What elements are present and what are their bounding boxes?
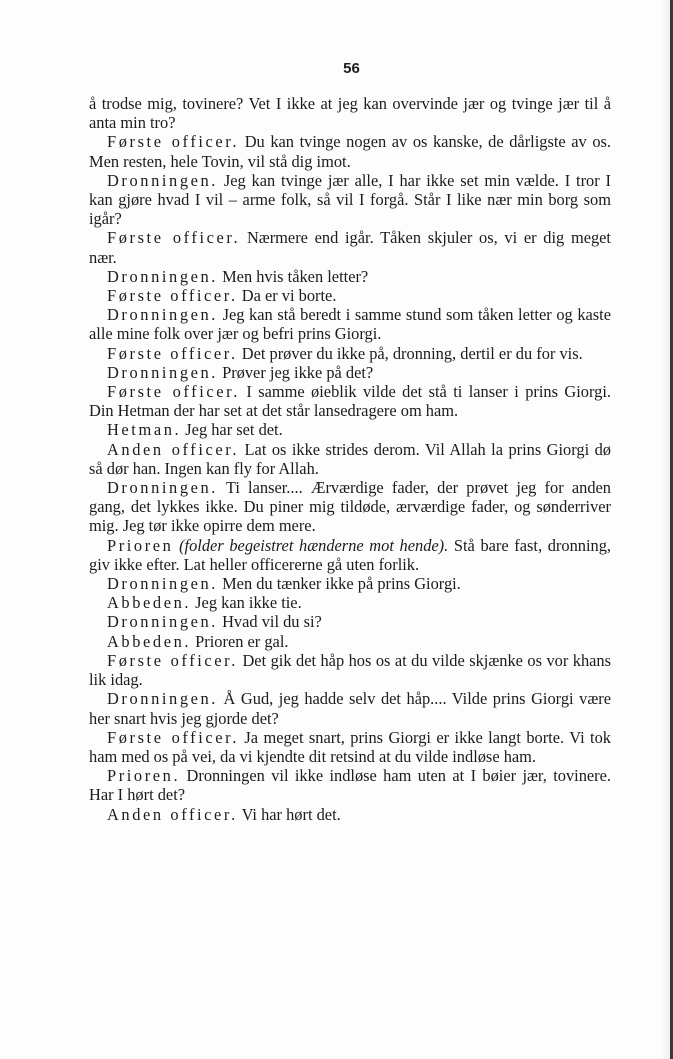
speaker-name: Første officer.	[107, 650, 239, 670]
speaker-name: Dronningen.	[107, 362, 218, 382]
speaker-name: Dronningen.	[107, 266, 218, 286]
speaker-name: Abbeden.	[107, 631, 192, 651]
paragraph	[89, 651, 611, 689]
dialogue-text: Jeg kan tvinge jær alle, I har ikke set min vælde. I tror I kan gjøre hvad I vil – arme folk, så vil I forgå. Står I like nær min borg som igår?	[89, 170, 611, 229]
dialogue-text: Ja meget snart, prins Giorgi er ikke langt borte. Vi tok ham med os på vei, da vi kjendte dit retsind at du vilde indløse ham.	[89, 727, 611, 766]
dialogue-text: Jeg kan ikke tie.	[191, 593, 302, 613]
paragraph	[89, 689, 611, 727]
speaker-name: Første officer.	[107, 343, 238, 363]
paragraph	[89, 805, 611, 824]
paragraph	[89, 612, 611, 631]
dialogue-text: Prioren er gal.	[191, 631, 289, 651]
paragraph	[89, 228, 611, 266]
dialogue-text: Jeg kan stå beredt i samme stund som tåken letter og kaste alle mine folk over jær og befri prins Giorgi.	[89, 305, 611, 344]
dialogue-text: Dronningen vil ikke indløse ham uten at I bøier jær, tovinere. Har I hørt det?	[89, 766, 611, 805]
dialogue-text: Jeg har set det.	[181, 420, 283, 440]
paragraph	[89, 440, 611, 478]
dialogue-text: Du kan tvinge nogen av os kanske, de dårligste av os. Men resten, hele Tovin, vil stå dig imot.	[89, 132, 611, 171]
paragraph	[89, 478, 611, 536]
paragraph	[89, 728, 611, 766]
dialogue-text: I samme øieblik vilde det stå ti lanser i prins Giorgi. Din Hetman der har set at det står lansedragere om ham.	[89, 382, 611, 421]
stage-direction: (folder begeistret hænderne mot hende).	[173, 535, 449, 555]
speaker-name: Første officer.	[107, 727, 239, 747]
paragraph	[89, 132, 611, 170]
dialogue-text: å trodse mig, tovinere? Vet I ikke at jeg kan overvinde jær og tvinge jær til å anta min tro?	[89, 94, 611, 133]
paragraph	[89, 420, 611, 439]
paragraph	[89, 305, 611, 343]
paragraph	[89, 94, 611, 132]
paragraph	[89, 382, 611, 420]
speaker-name: Anden officer.	[107, 804, 238, 824]
speaker-name: Abbeden.	[107, 593, 192, 613]
paragraph	[89, 267, 611, 286]
speaker-name: Første officer.	[107, 132, 240, 152]
speaker-name: Prioren.	[107, 766, 181, 786]
paragraph	[89, 363, 611, 382]
dialogue-text: Det prøver du ikke på, dronning, dertil er du for vis.	[237, 343, 583, 363]
speaker-name: Dronningen.	[107, 689, 218, 709]
page-edge-shadow	[660, 0, 670, 1059]
dialogue-text: Prøver jeg ikke på det?	[218, 362, 374, 382]
speaker-name: Prioren	[107, 535, 174, 555]
paragraph	[89, 593, 611, 612]
paragraph	[89, 574, 611, 593]
page-text	[89, 94, 611, 824]
dialogue-text: Men hvis tåken letter?	[218, 266, 369, 286]
dialogue-text: Da er vi borte.	[237, 286, 337, 306]
paragraph	[89, 171, 611, 229]
speaker-name: Første officer.	[107, 286, 238, 306]
paragraph	[89, 632, 611, 651]
speaker-name: Første officer.	[107, 382, 240, 402]
speaker-name: Dronningen.	[107, 612, 218, 632]
paragraph	[89, 536, 611, 574]
dialogue-text: Nærmere end igår. Tåken skjuler os, vi er dig meget nær.	[89, 228, 611, 267]
speaker-name: Dronningen.	[107, 305, 218, 325]
dialogue-text: Det gik det håp hos os at du vilde skjænke os vor khans lik idag.	[89, 650, 611, 690]
dialogue-text: Hvad vil du si?	[218, 612, 322, 632]
speaker-name: Anden officer.	[107, 439, 240, 459]
dialogue-text: Lat os ikke strides derom. Vil Allah la prins Giorgi dø så dør han. Ingen kan fly for Allah.	[89, 439, 611, 478]
paragraph	[89, 766, 611, 804]
page-number: 56	[343, 60, 360, 77]
speaker-name: Første officer.	[107, 228, 241, 248]
dialogue-text: Å Gud, jeg hadde selv det håp.... Vilde prins Giorgi være her snart hvis jeg gjorde det?	[89, 689, 611, 728]
paragraph	[89, 286, 611, 305]
speaker-name: Hetman.	[107, 420, 182, 440]
dialogue-text: Men du tænker ikke på prins Giorgi.	[218, 574, 461, 594]
dialogue-text: Stå bare fast, dronning, giv ikke efter. Lat heller officererne gå uten forlik.	[89, 535, 611, 574]
speaker-name: Dronningen.	[107, 478, 218, 498]
speaker-name: Dronningen.	[107, 170, 218, 190]
paragraph	[89, 344, 611, 363]
dialogue-text: Ti lanser.... Ærværdige fader, der prøvet jeg for anden gang, det lykkes ikke. Du piner mig tildøde, ærværdige fader, og sønderriver mig. Jeg tør ikke opirre dem mere.	[89, 478, 611, 536]
dialogue-text: Vi har hørt det.	[237, 804, 341, 824]
speaker-name: Dronningen.	[107, 574, 218, 594]
